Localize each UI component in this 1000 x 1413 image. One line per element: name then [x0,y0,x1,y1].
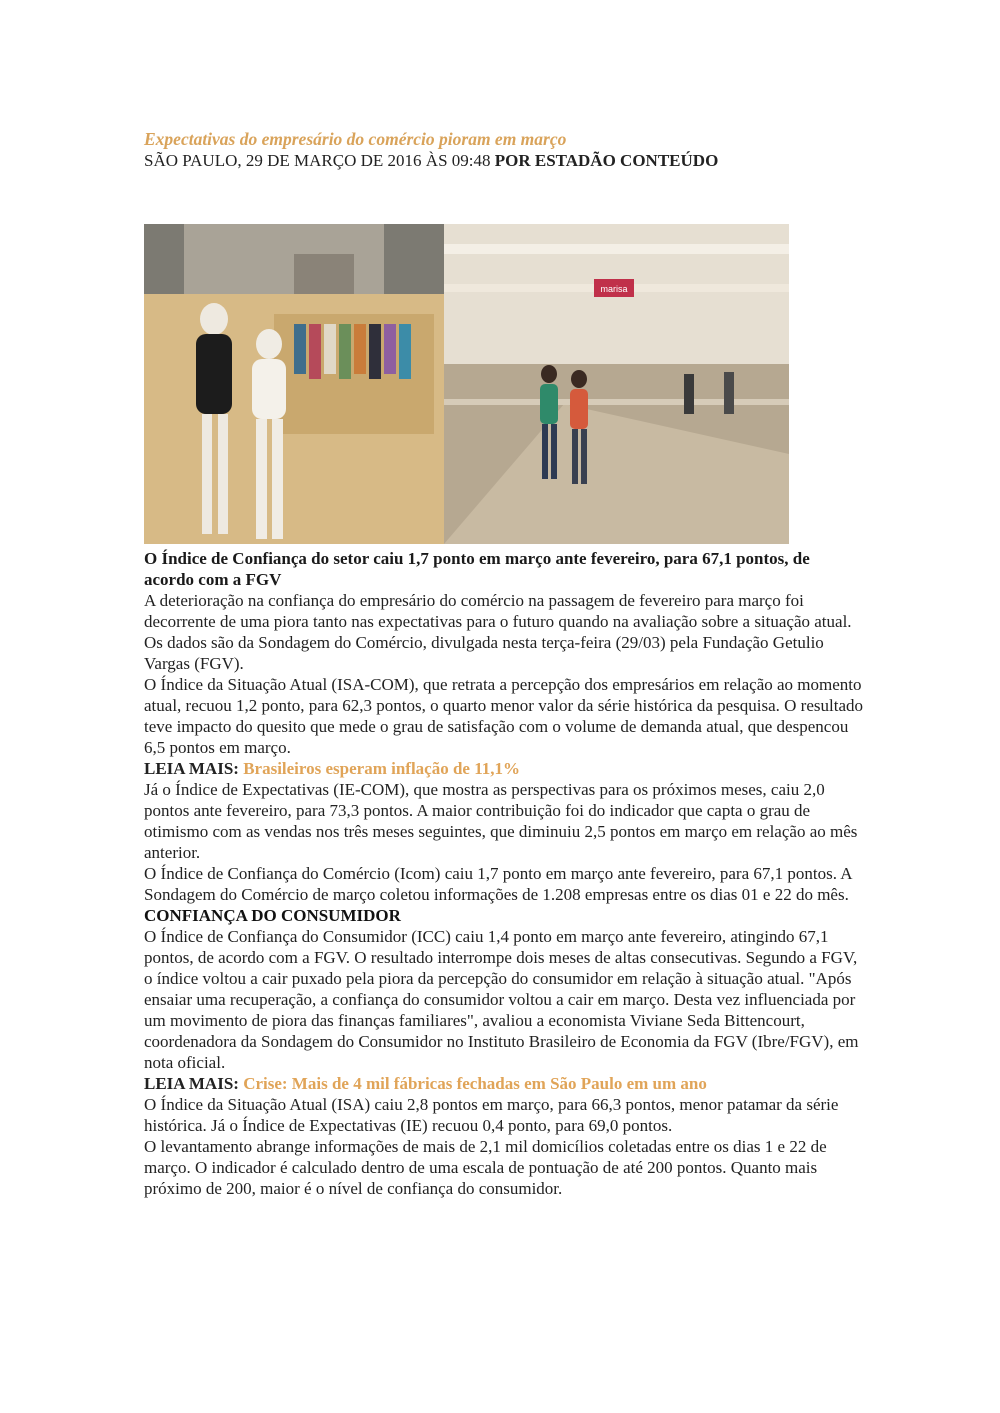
section-title: CONFIANÇA DO CONSUMIDOR [144,906,401,925]
store-sign: marisa [600,284,628,294]
leia-mais-link-crise[interactable]: Crise: Mais de 4 mil fábricas fechadas em São Paulo em um ano [243,1074,707,1093]
store-photo-illustration [144,224,789,544]
leia-mais-link-inflacao[interactable]: Brasileiros esperam inflação de 11,1% [243,759,521,778]
article [144,128,864,1199]
paragraph: O Índice de Confiança do Comércio (Icom) caiu 1,7 ponto em março ante fevereiro, para 67,1 pontos. A Sondagem do Comércio de março coletou informações de 1.208 empresas entre os dias 01 e 22 do mês. [144,864,852,904]
leia-mais-label: LEIA MAIS: [144,1074,244,1093]
leia-mais-label: LEIA MAIS: [144,759,244,778]
paragraph: A deterioração na confiança do empresário do comércio na passagem de fevereiro para março foi decorrente de uma piora tanto nas expectativas para o futuro quando na avaliação sobre a situação atual. Os dados são da Sondagem do Comércio, divulgada nesta terça-feira (29/03) pela Fundação Getulio Vargas (FGV). [144,591,852,673]
byline-author: POR ESTADÃO CONTEÚDO [494,151,719,170]
paragraph: O levantamento abrange informações de mais de 2,1 mil domicílios coletadas entre os dias 1 e 22 de março. O indicador é calculado dentro de uma escala de pontuação de até 200 pontos. Quanto mais próximo de 200, maior é o nível de confiança do consumidor. [144,1137,827,1198]
article-lead: O Índice de Confiança do setor caiu 1,7 ponto em março ante fevereiro, para 67,1 pontos, de acordo com a FGV [144,549,810,589]
article-headline: Expectativas do empresário do comércio pioram em março [144,129,567,149]
byline-place-date: SÃO PAULO, 29 DE MARÇO DE 2016 ÀS 09:48 [144,151,495,170]
paragraph: O Índice da Situação Atual (ISA-COM), que retrata a percepção dos empresários em relação ao momento atual, recuou 1,2 ponto, para 62,3 pontos, o quarto menor valor da série histórica da pesquisa. O resultado teve impacto do quesito que mede o grau de satisfação com o volume de demanda atual, que despencou 6,5 pontos em março. [144,675,863,757]
store-photo [144,224,789,544]
leia-mais-2 [144,1073,864,1094]
paragraph: O Índice de Confiança do Consumidor (ICC) caiu 1,4 ponto em março ante fevereiro, atingindo 67,1 pontos, de acordo com a FGV. O resultado interrompe dois meses de altas consecutivas. Segundo a FGV, o índice voltou a cair puxado pela piora da percepção do consumidor em relação à situação atual. "Após ensaiar uma recuperação, a confiança do consumidor voltou a cair em março. Desta vez influenciada por um movimento de piora das finanças familiares", avaliou a economista Viviane Seda Bittencourt, coordenadora da Sondagem do Consumidor no Instituto Brasileiro de Economia da FGV (Ibre/FGV), em nota oficial. [144,927,859,1072]
byline [144,150,864,172]
leia-mais-1 [144,758,864,779]
paragraph: O Índice da Situação Atual (ISA) caiu 2,8 pontos em março, para 66,3 pontos, menor patamar da série histórica. Já o Índice de Expectativas (IE) recuou 0,4 ponto, para 69,0 pontos. [144,1095,839,1135]
paragraph: Já o Índice de Expectativas (IE-COM), que mostra as perspectivas para os próximos meses, caiu 2,0 pontos ante fevereiro, para 73,3 pontos. A maior contribuição foi do indicador que capta o grau de otimismo com as vendas nos três meses seguintes, que diminuiu 2,5 pontos em março em relação ao mês anterior. [144,780,858,862]
